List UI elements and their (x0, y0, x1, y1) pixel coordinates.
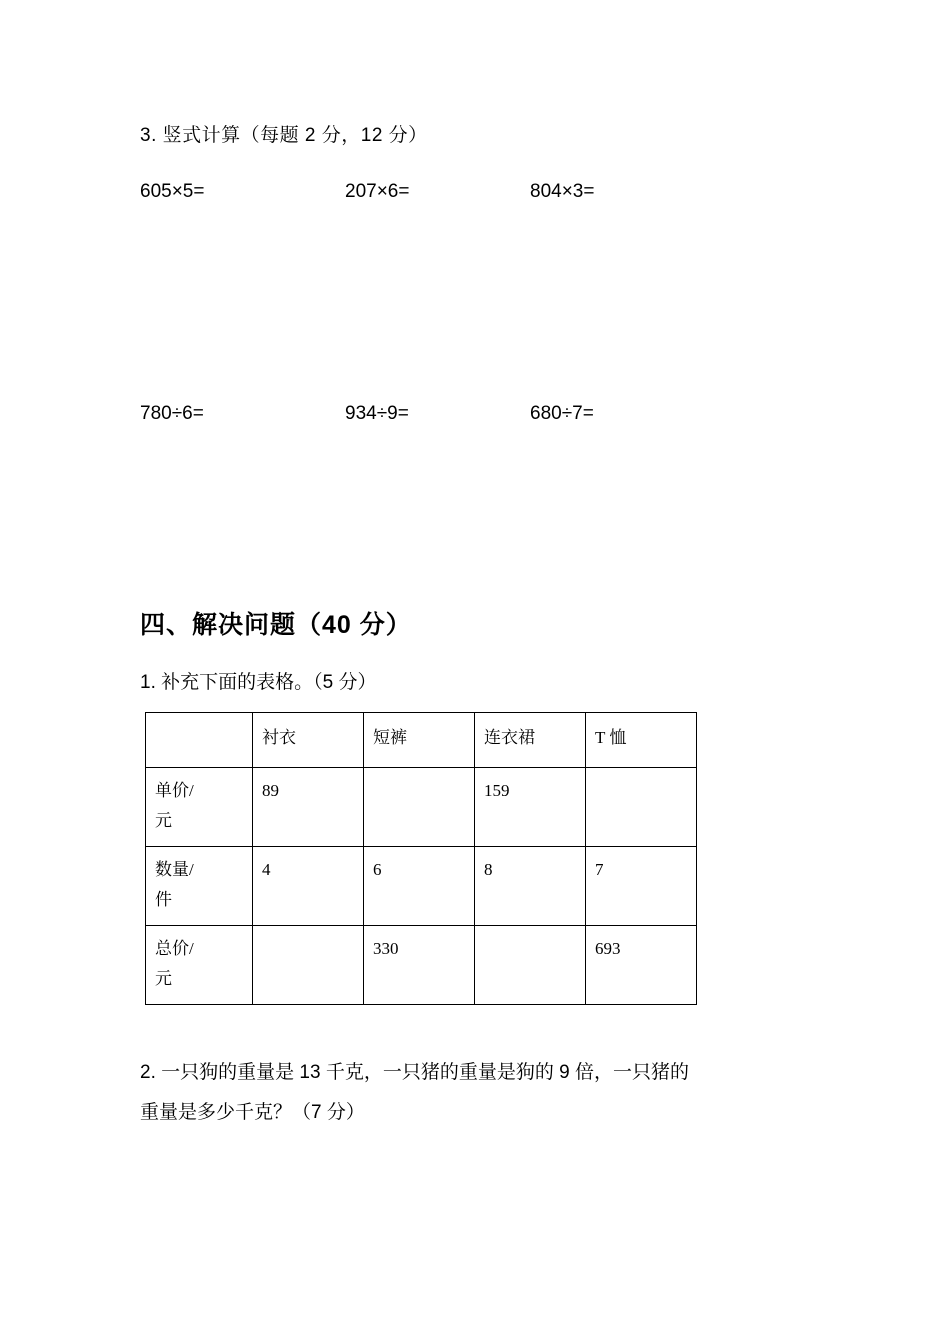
table-cell[interactable]: 89 (253, 768, 364, 847)
row-label-line: 元 (155, 968, 172, 988)
table-cell[interactable] (586, 768, 697, 847)
table-cell[interactable]: 330 (364, 926, 475, 1005)
row-label (146, 926, 253, 1005)
section3-row-2 (140, 403, 810, 425)
table-cell[interactable]: 7 (586, 847, 697, 926)
table-cell[interactable]: 8 (475, 847, 586, 926)
table-header-cell: 短裤 (364, 713, 475, 768)
row-label-line: 总价/ (155, 939, 194, 958)
row-label-line: 元 (155, 810, 172, 830)
table-header-cell: T 恤 (586, 713, 697, 768)
table-row (146, 847, 697, 926)
section3-title: 3. 竖式计算（每题 2 分，12 分） (140, 125, 428, 146)
work-space-2 (140, 425, 810, 605)
table-corner-cell (146, 713, 253, 768)
row-label-line: 件 (155, 889, 172, 909)
expression-item: 780÷6= (140, 403, 204, 424)
expression-item: 934÷9= (345, 403, 409, 424)
expression-item: 804×3= (530, 181, 595, 202)
question-1-text: 1. 补充下面的表格。（5 分） (140, 672, 377, 693)
price-table (145, 712, 697, 1005)
table-cell[interactable]: 693 (586, 926, 697, 1005)
expression-item: 207×6= (345, 181, 410, 202)
row-label-line: 单价/ (155, 781, 194, 800)
table-cell[interactable]: 159 (475, 768, 586, 847)
table-row (146, 926, 697, 1005)
section3-row-1 (140, 181, 810, 203)
row-label-line: 数量/ (155, 860, 194, 879)
table-header-cell: 衬衣 (253, 713, 364, 768)
table-row (146, 768, 697, 847)
table-header-row (146, 713, 697, 768)
table-cell[interactable] (253, 926, 364, 1005)
row-label (146, 768, 253, 847)
work-space-1 (140, 203, 810, 403)
question-2-line-1: 2. 一只狗的重量是 13 千克，一只猪的重量是狗的 9 倍，一只猪的 (140, 1062, 689, 1083)
question-2-line-2: 重量是多少千克？（7 分） (140, 1101, 365, 1123)
table-cell[interactable] (475, 926, 586, 1005)
row-label (146, 847, 253, 926)
expression-item: 605×5= (140, 181, 205, 202)
table-cell[interactable]: 4 (253, 847, 364, 926)
expression-item: 680÷7= (530, 403, 594, 424)
table-cell[interactable]: 6 (364, 847, 475, 926)
question-2-text (140, 1053, 810, 1133)
table-cell[interactable] (364, 768, 475, 847)
table-header-cell: 连衣裙 (475, 713, 586, 768)
section4-heading: 四、解决问题（40 分） (140, 611, 412, 639)
